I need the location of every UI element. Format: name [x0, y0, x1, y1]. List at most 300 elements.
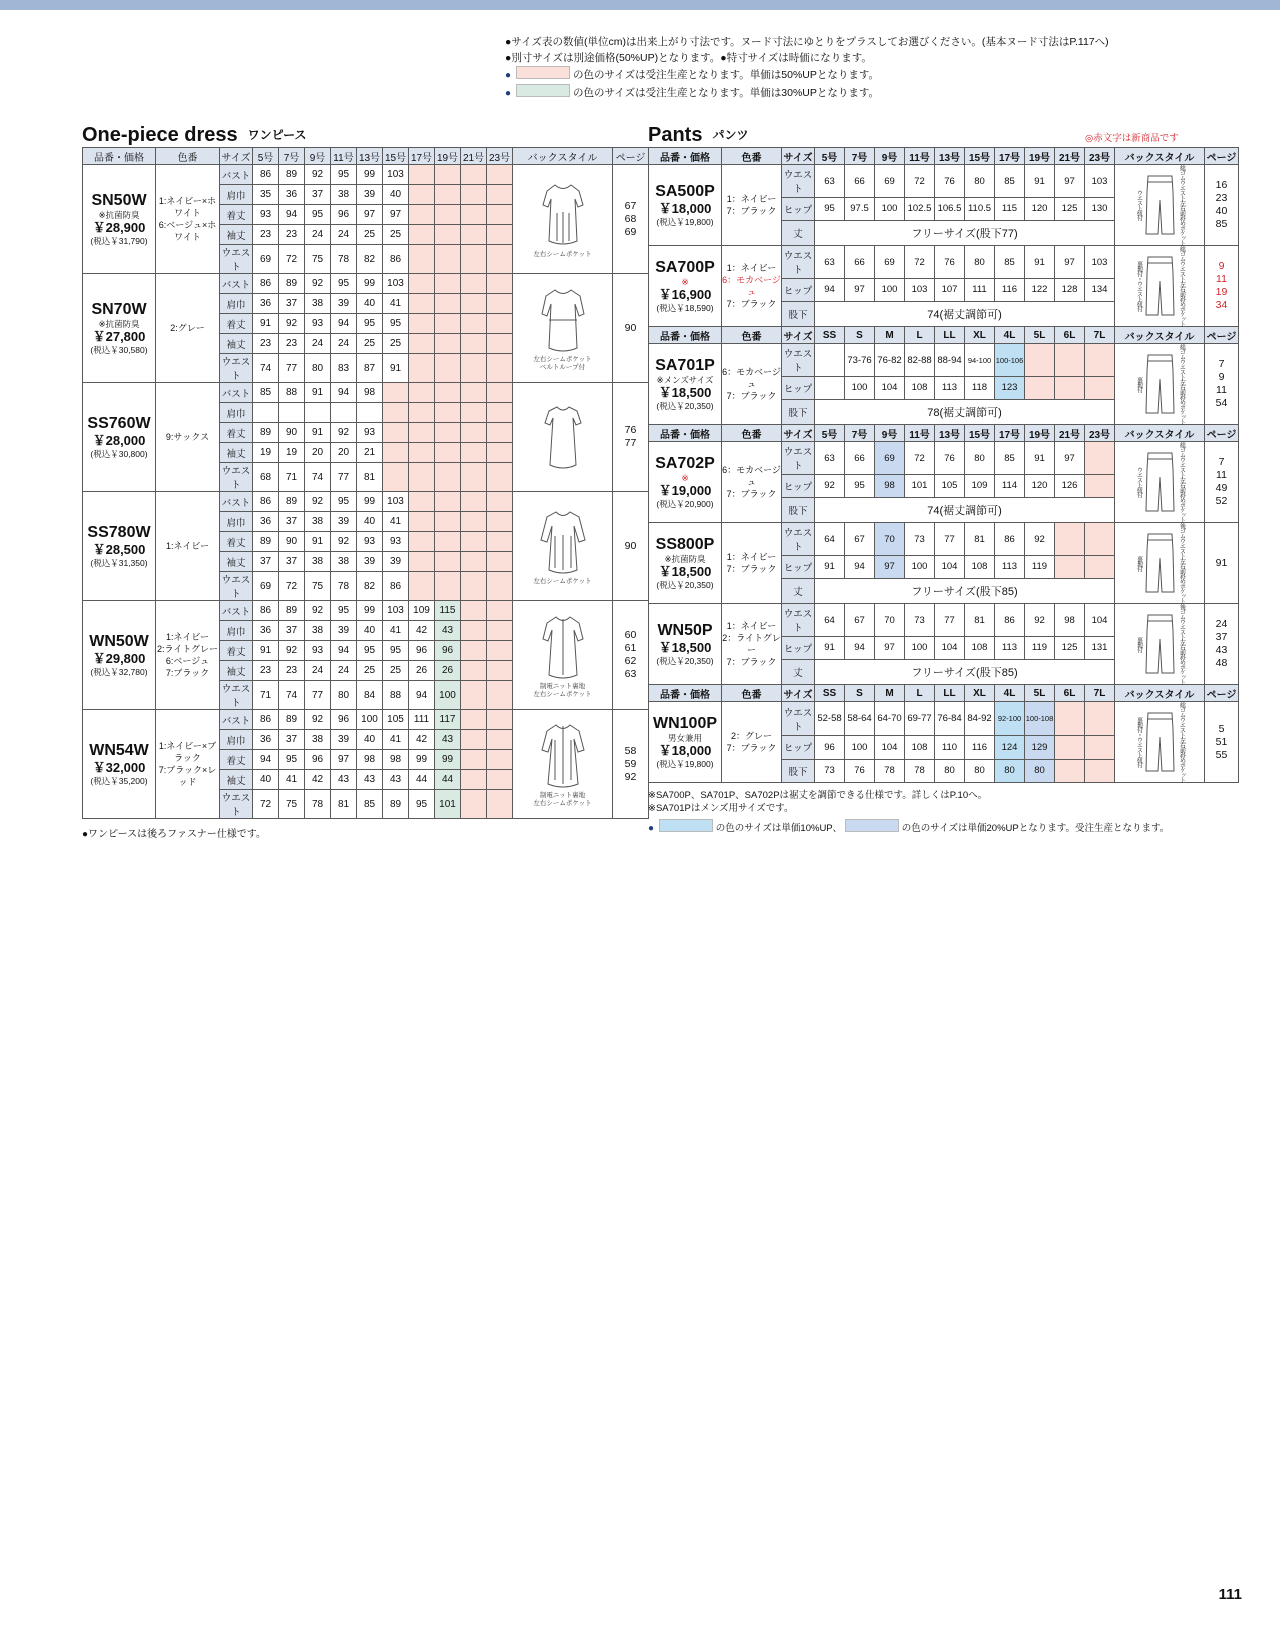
measure-value: 73-76	[845, 344, 875, 377]
measure-value	[487, 661, 513, 681]
measure-label: 肩巾	[220, 512, 253, 532]
measure-value: 38	[305, 552, 331, 572]
back-style-text-1: 裏地付	[1135, 376, 1142, 392]
measure-value: 97	[875, 556, 905, 579]
measure-value: 116	[965, 736, 995, 759]
measure-value	[409, 532, 435, 552]
measure-value: 68	[253, 463, 279, 492]
product-code-cell	[83, 710, 156, 819]
measure-value: 104	[935, 637, 965, 660]
color-option: 6：モカベージュ	[722, 275, 781, 297]
measure-value: 94	[279, 205, 305, 225]
measure-value: 40	[357, 294, 383, 314]
measure-value: 103	[383, 274, 409, 294]
col-s23: 23号	[487, 148, 513, 165]
back-style-text: 制電ニット裏地 左右シームポケット	[533, 792, 592, 807]
measure-value: 94	[253, 750, 279, 770]
measure-value: 72	[905, 165, 935, 198]
measure-value: 126	[1055, 475, 1085, 498]
measure-value: 43	[435, 621, 461, 641]
measure-label: ヒップ	[782, 637, 815, 660]
measure-value: 103	[383, 492, 409, 512]
measure-value: 77	[331, 463, 357, 492]
color-option: 2：ライトグレー	[722, 633, 781, 655]
measure-value	[435, 205, 461, 225]
back-style-cell	[1115, 246, 1205, 327]
measure-value: 25	[357, 334, 383, 354]
measure-label: バスト	[220, 383, 253, 403]
product-code-cell	[83, 383, 156, 492]
col-header: サイズ	[782, 327, 815, 344]
measure-value	[409, 205, 435, 225]
col-s9: 9号	[305, 148, 331, 165]
measure-value: 113	[935, 377, 965, 400]
col-header: 19号	[1025, 148, 1055, 165]
measure-value	[409, 334, 435, 354]
measure-value: 73	[905, 604, 935, 637]
measure-label: 股下	[782, 399, 815, 424]
back-style-cell	[1115, 604, 1205, 685]
measure-value: 130	[1085, 198, 1115, 221]
measure-value: 98	[357, 750, 383, 770]
measure-value	[487, 334, 513, 354]
measure-value: 93	[253, 205, 279, 225]
color-option: 2：グレー	[730, 731, 772, 741]
measure-label: ヒップ	[782, 475, 815, 498]
measure-value: 64-70	[875, 702, 905, 736]
dress-illustration	[513, 506, 612, 578]
col-header: ページ	[1205, 425, 1239, 442]
product-price-tax: (税込￥31,350)	[90, 557, 148, 568]
measure-value: 91	[815, 556, 845, 579]
col-header: バックスタイル	[1115, 425, 1205, 442]
page-ref-cell	[613, 492, 649, 601]
measure-value	[461, 552, 487, 572]
color-list-cell	[156, 274, 220, 383]
measure-value: 91	[305, 383, 331, 403]
measure-value: 120	[1025, 475, 1055, 498]
measure-value	[461, 621, 487, 641]
product-price-tax: (税込￥20,900)	[656, 498, 714, 509]
measure-value: 99	[409, 750, 435, 770]
measure-value: 108	[965, 556, 995, 579]
product-price-tax: (税込￥30,580)	[90, 344, 148, 355]
page-notes	[505, 34, 1205, 102]
pants-footnote-4-text: の色のサイズは単価20%UPとなります。受注生産となります。	[901, 823, 1170, 834]
back-style-text-2: 後ゴムウエスト左右前斜めポケット	[1178, 523, 1185, 603]
col-header: 17号	[995, 425, 1025, 442]
page-ref: 9	[1218, 371, 1225, 383]
length-note: フリーサイズ(股下77)	[815, 220, 1115, 245]
back-style-text: 左右シームポケット ベルトループ付	[533, 356, 592, 371]
measure-label: ウエスト	[782, 702, 815, 736]
measure-value: 94	[331, 314, 357, 334]
bullet-icon: ●	[505, 88, 512, 99]
measure-value: 36	[253, 294, 279, 314]
measure-value: 97	[1055, 442, 1085, 475]
measure-value: 117	[435, 710, 461, 730]
measure-value	[1055, 344, 1085, 377]
measure-label: 肩巾	[220, 730, 253, 750]
measure-value: 36	[253, 621, 279, 641]
measure-value	[305, 403, 331, 423]
measure-value: 97	[357, 205, 383, 225]
measure-value	[409, 274, 435, 294]
col-header: SS	[815, 327, 845, 344]
measure-value	[1085, 523, 1115, 556]
product-code: WN50W	[89, 632, 149, 650]
col-header: L	[905, 685, 935, 702]
pants-footnote-2: ※SA701Pはメンズ用サイズです。	[648, 803, 794, 814]
measure-value: 94	[409, 681, 435, 710]
measure-value	[461, 750, 487, 770]
col-code: 品番・価格	[83, 148, 156, 165]
measure-value: 92	[331, 423, 357, 443]
measure-value	[409, 383, 435, 403]
measure-label: ヒップ	[782, 198, 815, 221]
measure-value: 91	[1025, 165, 1055, 198]
col-header: 11号	[905, 148, 935, 165]
product-code: SA701P	[655, 356, 715, 374]
measure-value	[435, 572, 461, 601]
dress-illustration	[513, 401, 612, 473]
measure-value: 100	[875, 198, 905, 221]
col-page: ページ	[613, 148, 649, 165]
note-line-1: ●サイズ表の数値(単位cm)は出来上がり寸法です。ヌード寸法にゆとりをプラスしてお選びください。(基本ヌード寸法はP.117へ)	[505, 36, 1109, 48]
measure-value	[1055, 702, 1085, 736]
measure-value: 95	[331, 601, 357, 621]
page-ref-cell	[613, 710, 649, 819]
measure-value: 80	[305, 354, 331, 383]
measure-value: 69	[253, 245, 279, 274]
measure-value: 103	[1085, 165, 1115, 198]
measure-value: 95	[845, 475, 875, 498]
measure-value	[487, 294, 513, 314]
bullet-icon: ●	[648, 823, 655, 834]
measure-value: 94	[815, 279, 845, 302]
page-ref-cell	[1205, 604, 1239, 685]
col-header: 5号	[815, 148, 845, 165]
measure-value	[487, 463, 513, 492]
color-option: 1：ネイビー	[726, 263, 777, 273]
onepiece-footnote: ●ワンピースは後ろファスナー仕様です。	[82, 829, 266, 840]
measure-value: 69	[253, 572, 279, 601]
product-code: SS780W	[87, 523, 151, 541]
measure-value: 84	[357, 681, 383, 710]
measure-value	[1025, 344, 1055, 377]
col-header: 品番・価格	[649, 148, 722, 165]
color-list-cell	[156, 710, 220, 819]
measure-value	[409, 165, 435, 185]
measure-value	[815, 344, 845, 377]
table-row	[649, 523, 1239, 556]
col-header: 色番	[722, 148, 782, 165]
measure-label: バスト	[220, 492, 253, 512]
color-option: 2:グレー	[170, 323, 205, 333]
measure-value: 74	[279, 681, 305, 710]
measure-value	[461, 730, 487, 750]
col-header: ページ	[1205, 327, 1239, 344]
measure-value	[409, 185, 435, 205]
col-s11: 11号	[331, 148, 357, 165]
measure-value: 89	[279, 601, 305, 621]
measure-value	[409, 492, 435, 512]
measure-value: 94	[845, 637, 875, 660]
measure-value: 91	[305, 532, 331, 552]
measure-value	[487, 790, 513, 819]
measure-value: 41	[383, 730, 409, 750]
page-ref: 69	[624, 225, 637, 238]
product-price: ￥29,800	[92, 650, 146, 666]
measure-value: 41	[279, 770, 305, 790]
measure-value: 39	[331, 512, 357, 532]
col-header: 13号	[935, 148, 965, 165]
measure-label: ヒップ	[782, 279, 815, 302]
measure-value: 66	[845, 442, 875, 475]
color-list-cell	[722, 604, 782, 685]
measure-value	[461, 463, 487, 492]
measure-label: ウエスト	[782, 165, 815, 198]
measure-value: 119	[1025, 556, 1055, 579]
color-list-cell	[722, 523, 782, 604]
measure-value	[487, 205, 513, 225]
measure-value: 92	[1025, 604, 1055, 637]
product-price: ￥32,000	[92, 759, 146, 775]
color-option: 7:ブラック×レッド	[158, 765, 217, 787]
table-row	[83, 165, 649, 185]
back-style-cell	[513, 383, 613, 492]
page-ref-cell	[1205, 165, 1239, 246]
measure-value	[357, 403, 383, 423]
measure-value: 103	[383, 601, 409, 621]
product-price: ￥28,900	[92, 219, 146, 235]
col-header: 9号	[875, 425, 905, 442]
measure-value	[1085, 759, 1115, 783]
page-ref: 24	[1215, 618, 1228, 630]
back-style-text-1: 裏地付・ウエスト紐付	[1135, 717, 1142, 767]
product-code-cell	[649, 344, 722, 425]
measure-value: 97	[383, 205, 409, 225]
col-header: S	[845, 327, 875, 344]
measure-value: 74	[305, 463, 331, 492]
measure-value: 76	[935, 442, 965, 475]
col-header: 品番・価格	[649, 425, 722, 442]
table-row	[649, 344, 1239, 377]
measure-value: 37	[279, 294, 305, 314]
product-note: ※抗菌防臭	[98, 209, 140, 220]
color-option: 1：ネイビー	[726, 552, 777, 562]
measure-value: 89	[279, 710, 305, 730]
measure-value	[461, 532, 487, 552]
product-code: SS800P	[655, 535, 715, 553]
page-ref: 49	[1215, 482, 1228, 494]
measure-value	[409, 314, 435, 334]
measure-value: 38	[331, 552, 357, 572]
measure-value: 107	[935, 279, 965, 302]
measure-value: 120	[1025, 198, 1055, 221]
measure-value: 100-106	[995, 344, 1025, 377]
measure-value	[487, 770, 513, 790]
measure-value	[461, 334, 487, 354]
measure-value	[409, 552, 435, 572]
product-code-cell	[83, 492, 156, 601]
product-price: ￥27,800	[92, 328, 146, 344]
measure-value	[435, 403, 461, 423]
measure-value: 108	[905, 736, 935, 759]
product-code: WN54W	[89, 741, 149, 759]
measure-label: 袖丈	[220, 552, 253, 572]
col-header: 5L	[1025, 327, 1055, 344]
measure-value: 103	[1085, 246, 1115, 279]
measure-value: 95	[357, 641, 383, 661]
measure-value	[1085, 475, 1115, 498]
pants-footnote-3	[648, 819, 1239, 835]
measure-value: 76	[845, 759, 875, 783]
measure-value: 80	[935, 759, 965, 783]
measure-label: ウエスト	[220, 463, 253, 492]
measure-value: 106.5	[935, 198, 965, 221]
measure-value: 95	[279, 750, 305, 770]
product-note: 男女兼用	[667, 732, 702, 743]
color-list-cell	[156, 165, 220, 274]
back-style-text-2: 総ゴムウエスト左右前斜めポケット	[1178, 344, 1185, 424]
measure-value	[487, 354, 513, 383]
col-header: 色番	[722, 685, 782, 702]
measure-value: 63	[815, 165, 845, 198]
measure-value	[383, 423, 409, 443]
product-code: WN100P	[652, 714, 718, 732]
color-option: 7：ブラック	[726, 564, 777, 574]
measure-value	[487, 165, 513, 185]
measure-value: 95	[331, 165, 357, 185]
measure-value: 89	[279, 165, 305, 185]
back-style-text-1: 裏地付・ウエスト紐付	[1135, 261, 1142, 311]
measure-value	[461, 205, 487, 225]
page-ref: 16	[1215, 179, 1228, 191]
col-header: 4L	[995, 685, 1025, 702]
col-header: 11号	[905, 425, 935, 442]
page-ref: 54	[1215, 397, 1228, 409]
measure-value	[435, 245, 461, 274]
measure-label: 股下	[782, 759, 815, 783]
measure-value: 97	[875, 637, 905, 660]
measure-value: 94	[331, 383, 357, 403]
measure-value: 37	[279, 730, 305, 750]
measure-value: 125	[1055, 637, 1085, 660]
measure-value: 25	[383, 661, 409, 681]
product-price-tax: (税込￥20,350)	[656, 579, 714, 590]
measure-value: 52-58	[815, 702, 845, 736]
back-style-text-2: 総ゴムウエスト左右前斜めポケット	[1178, 246, 1185, 326]
measure-value: 86	[253, 492, 279, 512]
measure-label: ヒップ	[782, 556, 815, 579]
measure-value: 23	[253, 661, 279, 681]
measure-value: 39	[383, 552, 409, 572]
measure-value: 85	[253, 383, 279, 403]
measure-value: 104	[1085, 604, 1115, 637]
col-header: 色番	[722, 425, 782, 442]
col-header: 7号	[845, 425, 875, 442]
measure-value: 93	[305, 641, 331, 661]
measure-label: 股下	[782, 301, 815, 326]
measure-value: 100	[845, 736, 875, 759]
back-style-text-2: 後ゴムウエスト左右前斜めポケット	[1178, 604, 1185, 684]
measure-value	[461, 572, 487, 601]
length-note: 78(裾丈調節可)	[815, 399, 1115, 424]
measure-value: 69	[875, 442, 905, 475]
measure-value: 116	[995, 279, 1025, 302]
page-ref: 37	[1215, 631, 1228, 643]
measure-value	[487, 572, 513, 601]
measure-value: 109	[965, 475, 995, 498]
color-option: 1：ネイビー	[726, 621, 777, 631]
measure-value: 108	[905, 377, 935, 400]
measure-value: 95	[305, 205, 331, 225]
color-option: 9:サックス	[165, 432, 210, 442]
measure-value: 67	[845, 604, 875, 637]
measure-value: 64	[815, 604, 845, 637]
measure-value: 86	[253, 165, 279, 185]
note-line-3	[505, 66, 1205, 84]
measure-value: 58-64	[845, 702, 875, 736]
col-header: 4L	[995, 327, 1025, 344]
measure-value: 75	[305, 245, 331, 274]
page-ref: 9	[1218, 260, 1225, 272]
new-product-note: ◎赤文字は新商品です	[1085, 133, 1179, 144]
measure-value: 89	[279, 492, 305, 512]
measure-label: 丈	[782, 659, 815, 684]
back-style-text: 左右シームポケット	[533, 251, 592, 258]
measure-value	[461, 641, 487, 661]
measure-value: 73	[815, 759, 845, 783]
measure-value: 85	[357, 790, 383, 819]
measure-value: 72	[905, 246, 935, 279]
measure-value: 80	[331, 681, 357, 710]
back-style-cell	[513, 165, 613, 274]
page-ref: 92	[624, 770, 637, 783]
col-header: M	[875, 327, 905, 344]
measure-value: 63	[815, 246, 845, 279]
measure-value: 37	[279, 621, 305, 641]
measure-value: 128	[1055, 279, 1085, 302]
measure-value: 123	[995, 377, 1025, 400]
pants-footnote-3-text: の色のサイズは単価10%UP、	[715, 823, 843, 834]
measure-value: 91	[1025, 442, 1055, 475]
measure-label: 着丈	[220, 750, 253, 770]
product-price-tax: (税込￥31,790)	[90, 235, 148, 246]
page-ref: 19	[1215, 286, 1228, 298]
measure-label: 着丈	[220, 532, 253, 552]
page-ref: 52	[1215, 495, 1228, 507]
product-price-tax: (税込￥20,350)	[656, 400, 714, 411]
col-header: 21号	[1055, 425, 1085, 442]
product-price-tax: (税込￥32,780)	[90, 666, 148, 677]
color-option: 6：モカベージュ	[722, 367, 781, 389]
measure-value: 104	[875, 377, 905, 400]
col-header: サイズ	[782, 685, 815, 702]
measure-label: ウエスト	[220, 681, 253, 710]
measure-value: 39	[357, 185, 383, 205]
measure-value	[409, 403, 435, 423]
measure-value: 19	[253, 443, 279, 463]
measure-value: 93	[305, 314, 331, 334]
page-ref: 90	[624, 321, 637, 334]
measure-value: 129	[1025, 736, 1055, 759]
back-style-cell	[1115, 702, 1205, 783]
measure-value: 69	[875, 165, 905, 198]
measure-value: 73	[905, 523, 935, 556]
product-price: ￥18,000	[658, 742, 712, 758]
